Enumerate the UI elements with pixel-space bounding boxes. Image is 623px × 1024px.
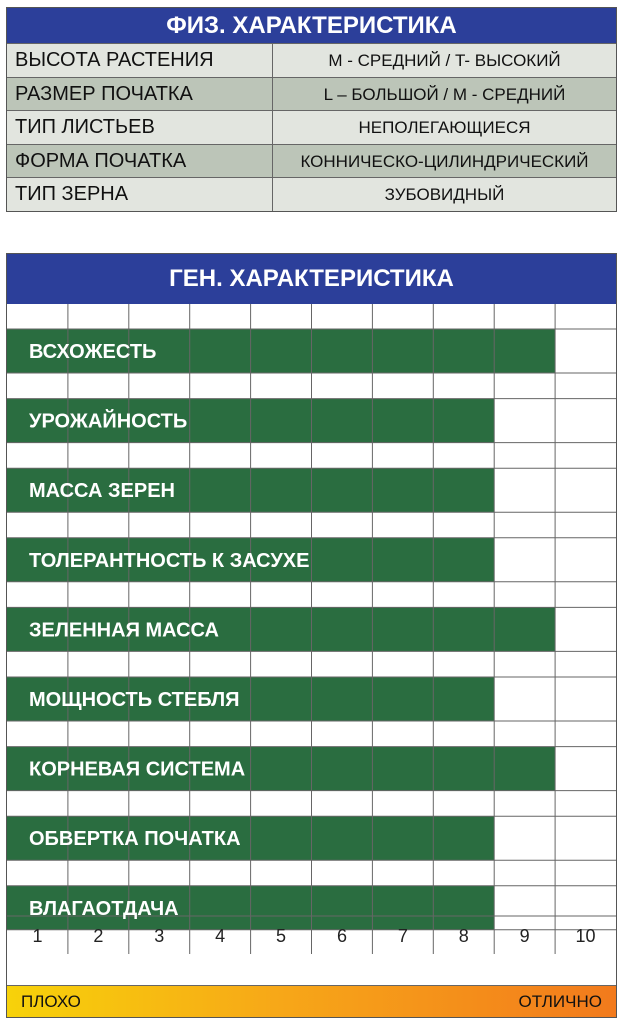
tick-label: 1 <box>32 926 43 946</box>
category-label: КОРНЕВАЯ СИСТЕМА <box>29 758 246 781</box>
category-label: ТОЛЕРАНТНОСТЬ К ЗАСУХЕ <box>29 549 310 572</box>
row-label: ФОРМА ПОЧАТКА <box>7 145 273 178</box>
table-row <box>7 43 616 77</box>
physical-table-title: ФИЗ. ХАРАКТЕРИСТИКА <box>7 8 616 43</box>
tick-label: 2 <box>93 926 104 946</box>
table-row <box>7 77 616 111</box>
tick-label: 5 <box>276 926 287 946</box>
tick-label: 3 <box>154 926 165 946</box>
category-label: УРОЖАЙНОСТЬ <box>29 410 188 433</box>
row-value: L – БОЛЬШОЙ / M - СРЕДНИЙ <box>323 84 566 104</box>
rating-scale-legend <box>7 985 616 1017</box>
scale-high-label: ОТЛИЧНО <box>518 992 602 1011</box>
category-label: ЗЕЛЕННАЯ МАССА <box>29 619 219 642</box>
category-label: МАССА ЗЕРЕН <box>29 480 175 503</box>
tick-label: 9 <box>519 926 530 946</box>
genetic-characteristics-chart <box>6 253 617 1018</box>
row-label: ТИП ЛИСТЬЕВ <box>7 111 273 144</box>
row-label: ТИП ЗЕРНА <box>7 178 273 211</box>
tick-label: 7 <box>397 926 408 946</box>
tick-label: 8 <box>458 926 469 946</box>
table-row <box>7 110 616 144</box>
rating-bar-chart <box>7 304 616 954</box>
chart-title: ГЕН. ХАРАКТЕРИСТИКА <box>7 254 616 304</box>
tick-label: 10 <box>575 926 596 946</box>
table-row <box>7 177 616 211</box>
physical-characteristics-table <box>6 7 617 212</box>
row-value: ЗУБОВИДНЫЙ <box>384 185 505 205</box>
row-label: РАЗМЕР ПОЧАТКА <box>7 78 273 111</box>
tick-label: 4 <box>215 926 226 946</box>
tick-label: 6 <box>336 926 347 946</box>
row-value: M - СРЕДНИЙ / T- ВЫСОКИЙ <box>328 51 561 70</box>
row-value: НЕПОЛЕГАЮЩИЕСЯ <box>358 118 531 138</box>
category-label: МОЩНОСТЬ СТЕБЛЯ <box>29 689 240 711</box>
category-label: ВСХОЖЕСТЬ <box>29 341 157 363</box>
row-label: ВЫСОТА РАСТЕНИЯ <box>7 44 273 77</box>
category-label: ВЛАГАОТДАЧА <box>29 897 179 920</box>
category-label: ОБВЕРТКА ПОЧАТКА <box>29 828 241 851</box>
scale-low-label: ПЛОХО <box>21 992 81 1011</box>
row-value: КОННИЧЕСКО-ЦИЛИНДРИЧЕСКИЙ <box>300 151 589 171</box>
table-row <box>7 144 616 178</box>
